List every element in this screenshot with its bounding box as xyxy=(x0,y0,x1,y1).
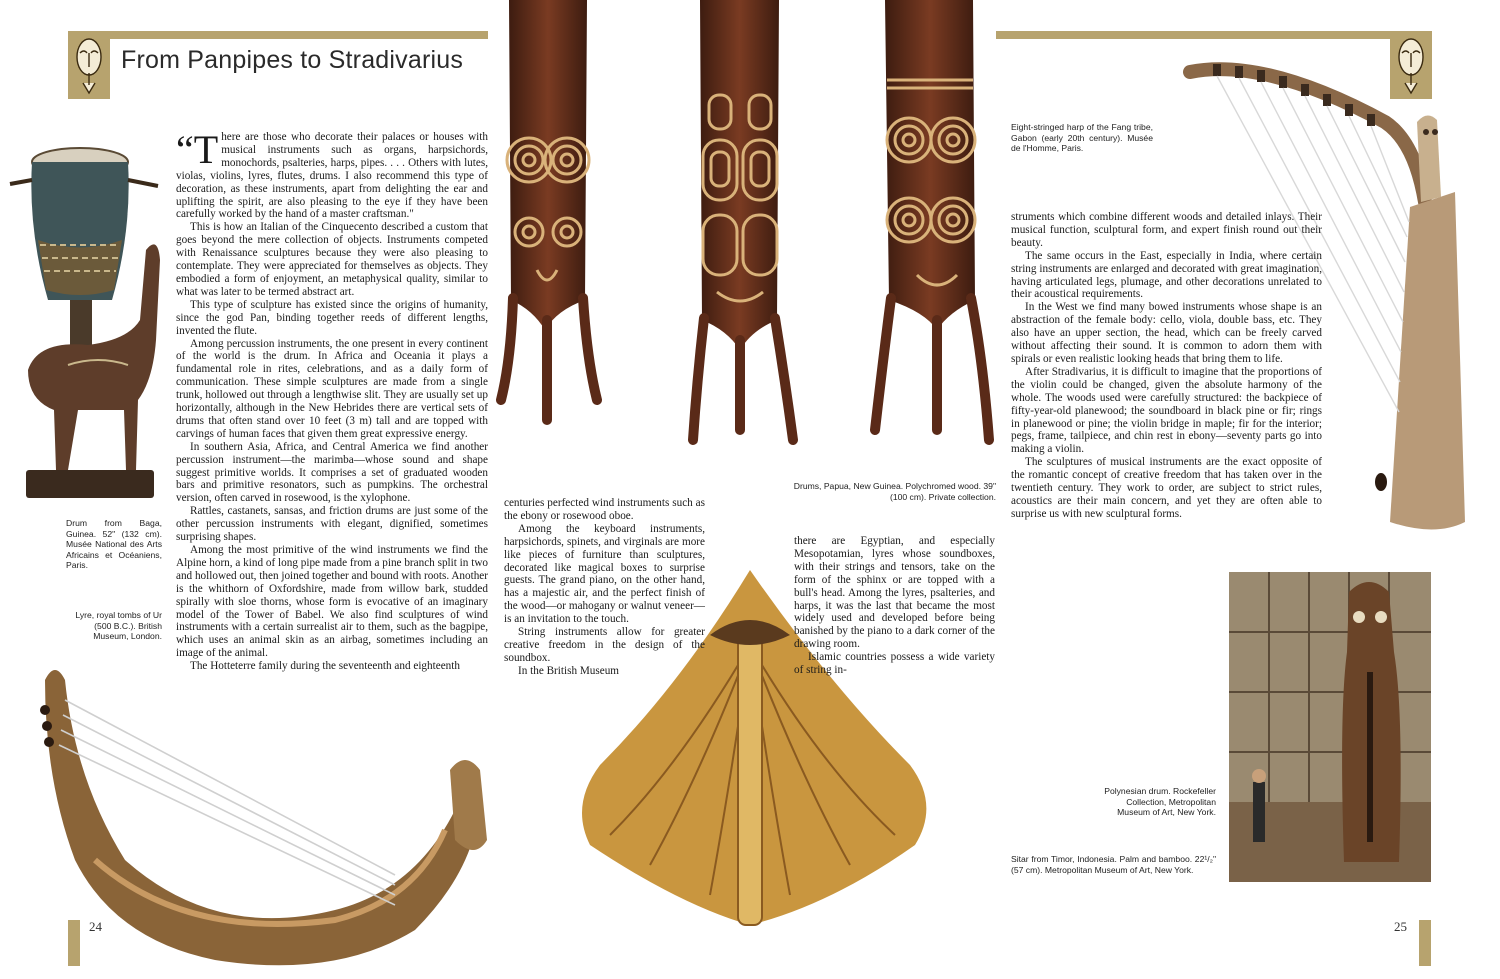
paragraph: In southern Asia, Africa, and Central America we find another percussion instrument—the marimba—whose sound and shape suggest primitive worlds. It comprises a set of graduated wooden bars and primitive resonators, such as pumpkins. The orchestral version, often carved in rosewood, is the xylophone. xyxy=(176,440,488,505)
drop-quote: “T xyxy=(176,127,219,172)
baga-drum-image xyxy=(8,140,168,505)
text-column-4 xyxy=(1011,211,1322,521)
papua-drum-1 xyxy=(501,0,597,420)
page-number-right: 25 xyxy=(1394,919,1407,934)
paragraph: In the British Museum xyxy=(518,664,619,677)
paragraph: struments which combine different woods and detailed inlays. Their musical function, sculptural form, and expert finish round out their beauty. xyxy=(1011,211,1322,249)
paragraph: Among the most primitive of the wind instruments we find the Alpine horn, a kind of long pipe made from a pine branch split in two and hollowed out, then joined together and bound with roots. Another is the whithorn of Oxfordshire, made from willow bark, studded spirally with sloe thorns, whose form is evocative of an imaginary model of the Tower of Babel. We also find sculptures of wind instruments with a certain surrealist air to them, such as the bagpipe, which uses an animal skin as an airbag, sometimes including an image of the animal. xyxy=(176,544,488,660)
paragraph: String instruments allow for greater creative freedom in the design of the soundbox. xyxy=(504,626,705,664)
caption-sitar: Sitar from Timor, Indonesia. Palm and bamboo. 22¹/₂" (57 cm). Metropolitan Museum of Art, New York. xyxy=(1011,854,1216,875)
paragraph: Rattles, castanets, sansas, and friction drums are just some of the other percussion instruments with elegant, dignified, sometimes surprising shapes. xyxy=(176,505,488,544)
paragraph: The same occurs in the East, especially in India, where certain string instruments are enlarged and decorated with great imagination, having articulated legs, plumage, and other decorations unrelated to their acoustical requirements. xyxy=(1011,249,1322,301)
page-marker-right xyxy=(1419,920,1431,966)
paragraph: This is how an Italian of the Cinquecento described a custom that goes beyond the mere collection of objects. Instruments competed with Renaissance sculptures because they were also pleasing to contemplate. They were appreciated for themselves as objects. They embodied a form of enjoyment, an metaphysical quality, similar to what was later to be termed abstract art. xyxy=(176,221,488,298)
paragraph: Among percussion instruments, the one present in every continent of the world is the drum. In Africa and Oceania it plays a fundamental role in rites, celebrations, and as a daily form of communication. These simple sculptures are made from a single trunk, hollowed out through a lengthwise slit. They are usually set up horizontally, although in the New Hebrides there are vertical sets of drums that often stand over 10 feet (3 m) tall and are topped with carvings of human faces that given them great expressive energy. xyxy=(176,337,488,440)
caption-polynesian-drum: Polynesian drum. Rockefeller Collection, Metropolitan Museum of Art, New York. xyxy=(1104,786,1216,818)
ur-lyre-image xyxy=(35,660,490,979)
mask-icon xyxy=(73,35,105,95)
mask-emblem-left xyxy=(68,31,110,99)
text-column-3 xyxy=(794,535,995,677)
papua-drum-3 xyxy=(875,0,989,440)
paragraph: Among the keyboard instruments, harpsichords, spinets, and virginals are more like pieces of furniture than sculptures, decorated like magical boxes to surprise guests. The grand piano, on the other hand, has a majestic air, and the perfect finish of the wood—or mahogany or walnut veneer—is an invitation to the touch. xyxy=(504,522,705,626)
text-column-2 xyxy=(504,497,705,678)
page-marker-left xyxy=(68,920,80,966)
caption-harp: Eight-stringed harp of the Fang tribe, Gabon (early 20th century). Musée de l'Homme, Paris. xyxy=(1011,122,1153,154)
page-title: From Panpipes to Stradivarius xyxy=(121,46,464,74)
caption-drum: Drum from Baga, Guinea. 52" (132 cm). Musée National des Arts Africains et Océaniens, Paris. xyxy=(66,518,162,571)
paragraph: centuries perfected wind instruments such as the ebony or rosewood oboe. xyxy=(504,497,705,522)
papua-drums-image xyxy=(497,0,997,470)
paragraph: The Hotteterre family during the seventeenth and eighteenth xyxy=(190,660,460,673)
paragraph: After Stradivarius, it is difficult to imagine that the proportions of the violin could be changed, given the absolute harmony of the whole. The woods used were carefully structured: the backpiece of fifty-year-old planewood; the soundboard in black pine or fir; rings in planewood or pine; the violin bridge in maple; fir for the interior; pegs, frame, tailpiece, and chin rest in ebony—seventy parts go into making a violin. xyxy=(1011,365,1322,456)
paragraph: here are those who decorate their palaces or houses with musical instruments such as organs, harpsichords, monochords, psalteries, harps, pipes. . . . Others with lutes, violas, violins, lyres, flutes, drums. I also recommend this type of decoration, as these instruments, apart from delighting the ear and uplifting the spirit, are also pleasing to the eye if they have been carefully worked by the hand of a master craftsman." xyxy=(176,131,488,221)
paragraph: This type of sculpture has existed since the origins of humanity, since the god Pan, binding together reeds of different lengths, invented the flute. xyxy=(176,298,488,337)
page-number-left: 24 xyxy=(89,919,102,934)
header-bar-right xyxy=(996,31,1390,39)
paragraph: The sculptures of musical instruments are the exact opposite of the romantic concept of creative freedom that has taken over in the twentieth century. They work to order, are subject to strict rules, acoustics are their main concern, and yet they are often able to surprise us with new sculptural forms. xyxy=(1011,456,1322,520)
papua-drum-2 xyxy=(693,0,793,440)
caption-lyre: Lyre, royal tombs of Ur (500 B.C.). British Museum, London. xyxy=(75,610,162,642)
header-bar-left xyxy=(110,31,488,39)
paragraph: there are Egyptian, and especially Mesopotamian, lyres whose soundboxes, with their strings and tensors, take on the form of the sphinx or are topped with a bull's head. Among the lyres, psalteries, and harps, it was the last that became the most widely used and developed before being banished by the piano to a dark corner of the drawing room. xyxy=(794,535,995,651)
paragraph: In the West we find many bowed instruments whose shape is an abstraction of the female body: cello, viola, double bass, etc. They also have an upper section, the head, which can be freely carved without affecting their sound. It is common to adorn them with spirals or even realistic looking heads that bring them to life. xyxy=(1011,301,1322,365)
paragraph: Islamic countries possess a wide variety of string in- xyxy=(794,651,995,677)
polynesian-drum-photo xyxy=(1229,572,1431,882)
text-column-1 xyxy=(176,127,488,673)
caption-papua-drums: Drums, Papua, New Guinea. Polychromed wood. 39" (100 cm). Private collection. xyxy=(793,481,996,502)
